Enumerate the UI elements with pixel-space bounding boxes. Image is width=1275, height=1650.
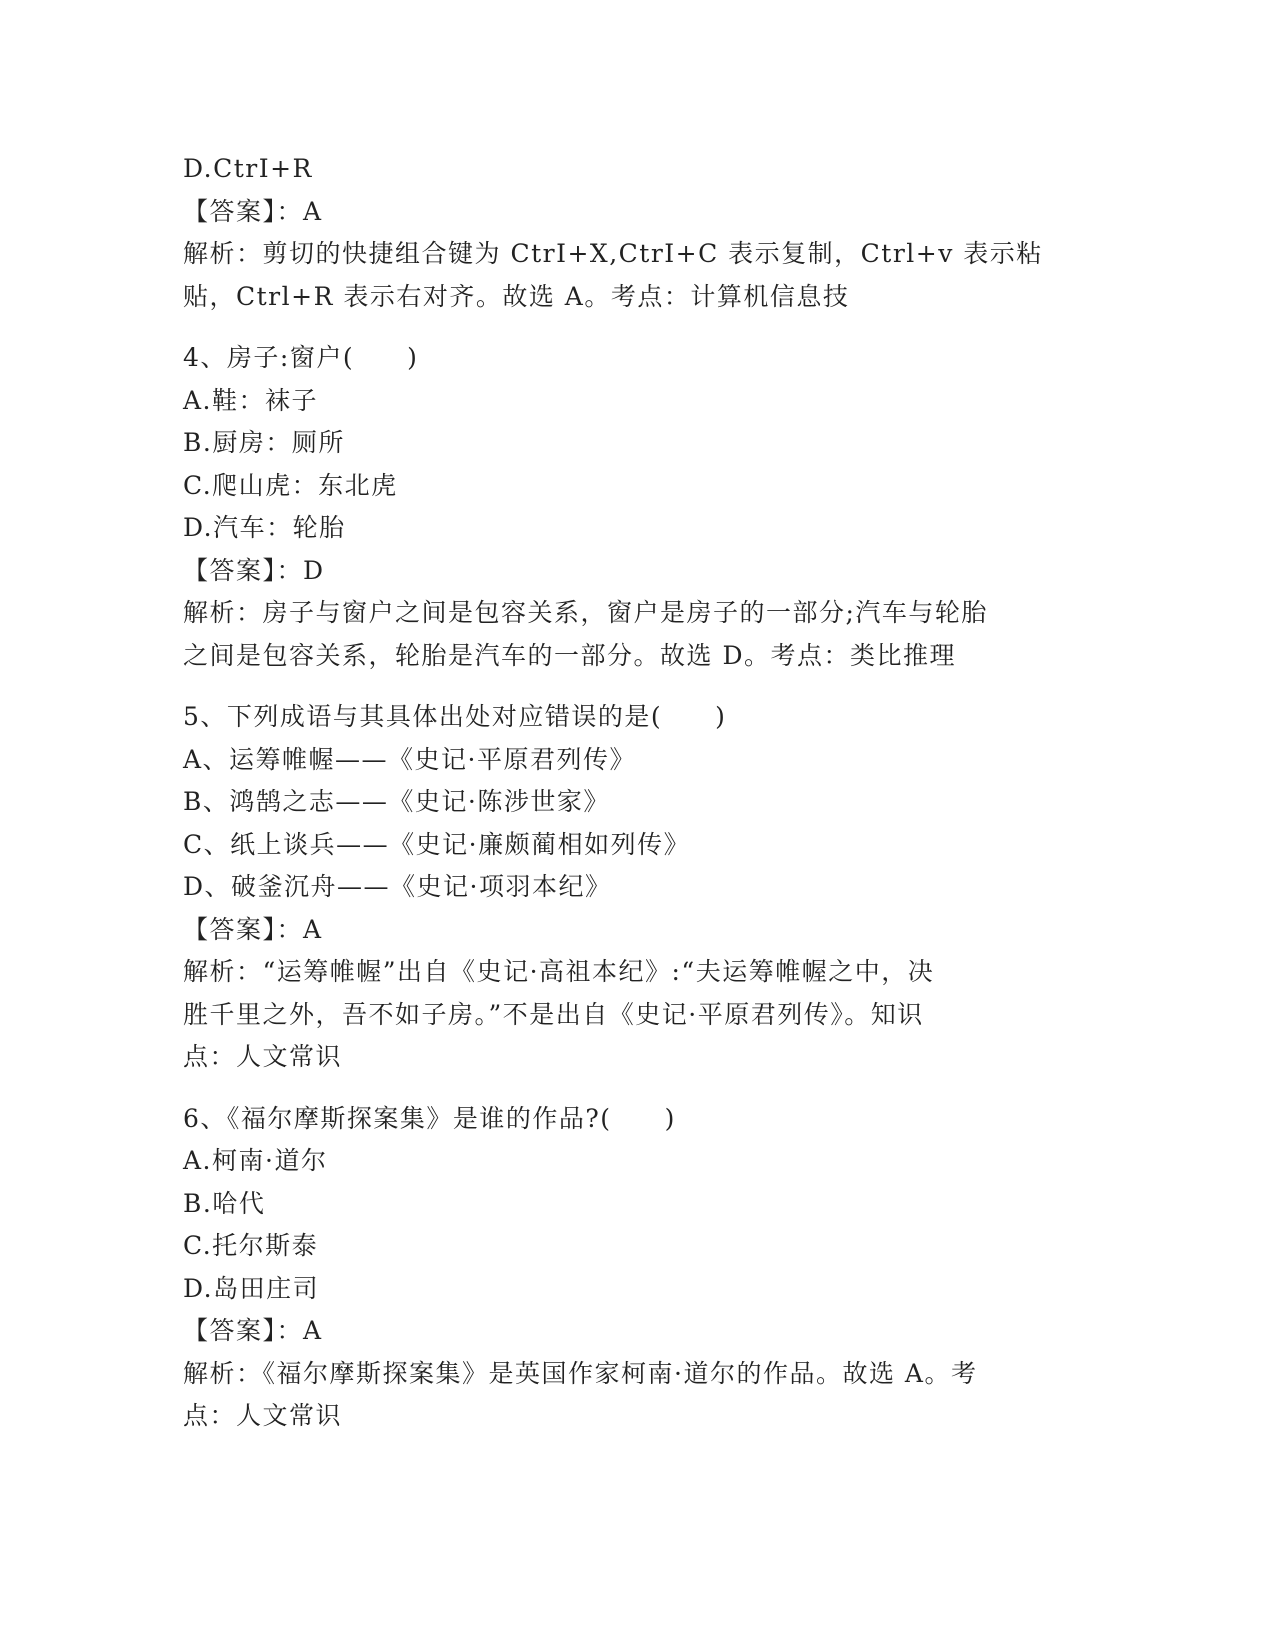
option-c: C.托尔斯泰 xyxy=(183,1231,319,1260)
answer: 【答案】：A xyxy=(183,196,323,226)
option-c: C、纸上谈兵——《史记·廉颇蔺相如列传》 xyxy=(183,829,691,859)
explanation-line: 胜千里之外，吾不如子房。”不是出自《史记·平原君列传》。知识 xyxy=(183,999,924,1029)
option-b: B.厨房：厕所 xyxy=(183,428,345,457)
option-d: D.汽车：轮胎 xyxy=(183,513,346,542)
option-a: A.鞋：袜子 xyxy=(183,385,319,415)
question-5 xyxy=(183,696,1083,1079)
explanation-line: 贴，Ctrl+R 表示右对齐。故选 A。考点：计算机信息技 xyxy=(183,281,850,311)
explanation-line: 点：人文常识 xyxy=(183,1042,343,1071)
question-text: 4、房子:窗户( ) xyxy=(183,343,419,372)
option-a: A、运筹帷幄——《史记·平原君列传》 xyxy=(183,744,637,774)
explanation-line: 解析：“运筹帷幄”出自《史记·高祖本纪》:“夫运筹帷幄之中，决 xyxy=(183,957,935,986)
question-text: 5、下列成语与其具体出处对应错误的是( ) xyxy=(183,702,727,731)
option-d: D.岛田庄司 xyxy=(183,1273,320,1303)
explanation-line: 点：人文常识 xyxy=(183,1401,343,1430)
question-4 xyxy=(183,337,1083,677)
question-6 xyxy=(183,1098,1083,1438)
explanation-line: 之间是包容关系，轮胎是汽车的一部分。故选 D。考点：类比推理 xyxy=(183,640,956,670)
explanation-line: 解析：《福尔摩斯探案集》是英国作家柯南·道尔的作品。故选 A。考 xyxy=(183,1358,978,1388)
option-a: A.柯南·道尔 xyxy=(183,1146,328,1175)
option-d: D.CtrI+R xyxy=(183,154,313,183)
question-text: 6、《福尔摩斯探案集》是谁的作品?( ) xyxy=(183,1103,676,1133)
document-page xyxy=(183,148,1083,1438)
explanation-line: 解析：房子与窗户之间是包容关系，窗户是房子的一部分;汽车与轮胎 xyxy=(183,598,988,627)
question-3-tail xyxy=(183,148,1083,318)
answer: 【答案】：A xyxy=(183,1316,323,1345)
option-b: B、鸿鹄之志——《史记·陈涉世家》 xyxy=(183,787,610,816)
answer: 【答案】：D xyxy=(183,555,325,585)
answer: 【答案】：A xyxy=(183,914,323,944)
option-b: B.哈代 xyxy=(183,1188,266,1218)
explanation-line: 解析：剪切的快捷组合键为 CtrI+X,CtrI+C 表示复制，Ctrl+v 表示粘 xyxy=(183,239,1043,268)
option-c: C.爬山虎：东北虎 xyxy=(183,470,398,500)
option-d: D、破釜沉舟——《史记·项羽本纪》 xyxy=(183,872,612,901)
